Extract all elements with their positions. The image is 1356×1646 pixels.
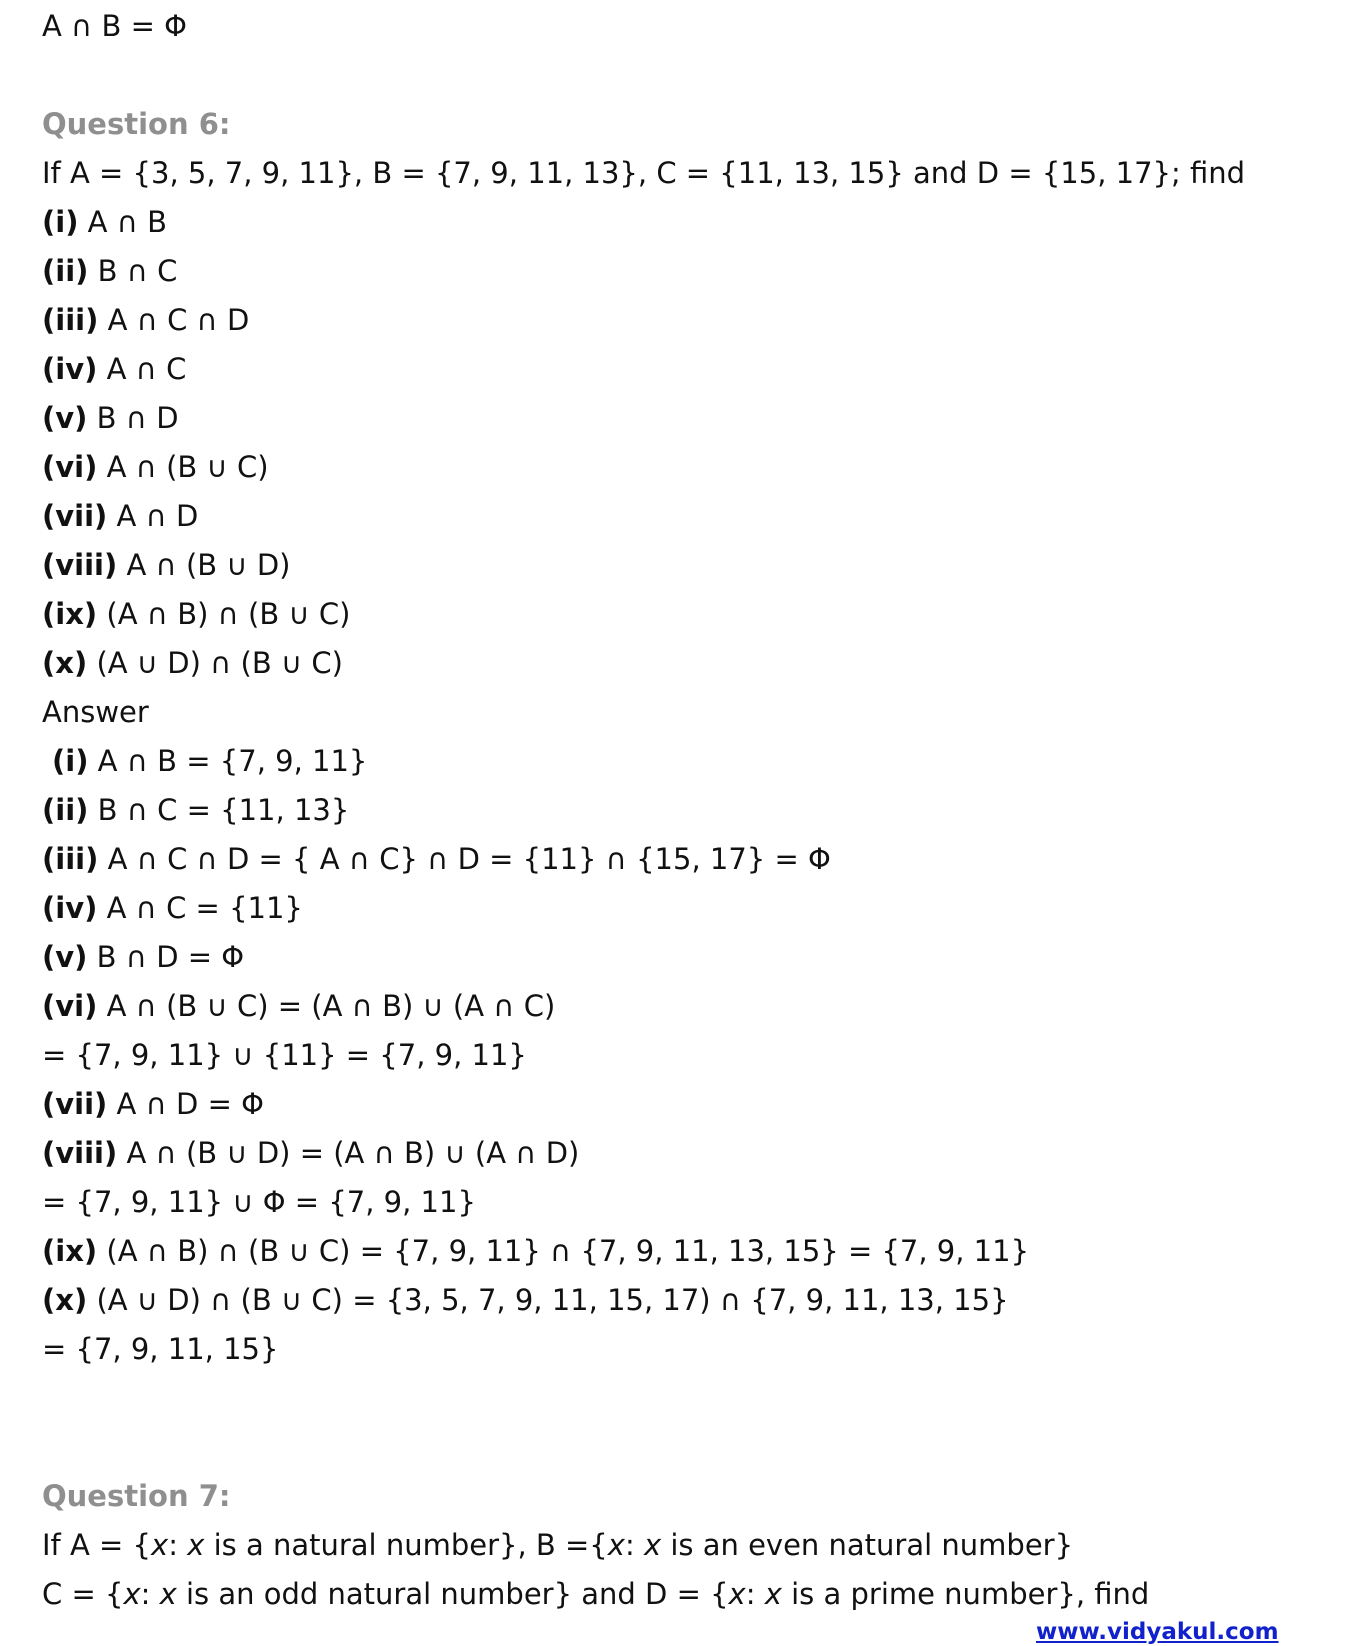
answer-label: (iv) [42,891,98,925]
answer-line [42,1135,579,1171]
text-segment: : [624,1528,644,1562]
answer-label: (ii) [42,793,89,827]
part-text: A ∩ C [106,352,187,386]
answer-text: A ∩ (B ∪ C) = (A ∩ B) ∪ (A ∩ C) [106,989,556,1023]
text-segment: is an odd natural number} and D = { [176,1577,729,1611]
variable-x: x [607,1528,625,1562]
part-label: (vi) [42,450,98,484]
text-segment: is a natural number}, B ={ [204,1528,608,1562]
q6-part [42,302,249,338]
part-text: (A ∪ D) ∩ (B ∪ C) [96,646,343,680]
part-text: A ∩ (B ∪ D) [126,548,291,582]
answer-label: (x) [42,1283,88,1317]
text-segment: C = { [42,1577,124,1611]
answer-line [42,890,303,926]
question-7-heading: Question 7: [42,1479,231,1513]
question-7-line-1 [42,1527,1073,1563]
text-segment: is a prime number}, find [781,1577,1150,1611]
text-segment: : [140,1577,160,1611]
part-text: B ∩ C [97,254,178,288]
answer-text: B ∩ C = {11, 13} [97,793,350,827]
part-label: (x) [42,646,88,680]
part-text: (A ∩ B) ∩ (B ∪ C) [106,597,351,631]
part-text: B ∩ D [96,401,179,435]
variable-x: x [123,1577,141,1611]
answer-text: A ∩ C = {11} [106,891,303,925]
answer-line [42,939,244,975]
part-label: (vii) [42,499,108,533]
answer-text: A ∩ C ∩ D = { A ∩ C} ∩ D = {11} ∩ {15, 17} = Φ [107,842,831,876]
answer-text: A ∩ B = {7, 9, 11} [97,744,368,778]
q6-part [42,645,343,681]
q6-part [42,253,177,289]
part-text: A ∩ C ∩ D [107,303,250,337]
question-7-line-2 [42,1576,1149,1612]
answer-label: (i) [52,744,89,778]
variable-x: x [728,1577,746,1611]
answer-text: A ∩ (B ∪ D) = (A ∩ B) ∪ (A ∩ D) [126,1136,580,1170]
part-label: (ii) [42,254,89,288]
answer-line [42,841,831,877]
prev-answer-tail: A ∩ B = Φ [42,9,187,43]
q6-part [42,596,351,632]
answer-line [42,988,555,1024]
question-6-heading: Question 6: [42,107,231,141]
answer-text: B ∩ D = Φ [96,940,245,974]
answer-label: (viii) [42,1136,118,1170]
answer-continuation: = {7, 9, 11} ∪ Φ = {7, 9, 11} [42,1185,476,1219]
watermark-link[interactable]: www.vidyakul.com [1036,1619,1279,1645]
answer-continuation: = {7, 9, 11, 15} [42,1332,279,1366]
part-label: (iii) [42,303,99,337]
q6-part [42,547,290,583]
part-label: (i) [42,205,79,239]
text-segment: If A = { [42,1528,152,1562]
answer-text: A ∩ D = Φ [116,1087,264,1121]
answer-text: (A ∩ B) ∩ (B ∪ C) = {7, 9, 11} ∩ {7, 9, 11, 13, 15} = {7, 9, 11} [106,1234,1030,1268]
q6-part [42,400,179,436]
q6-part [42,204,167,240]
question-6-statement: If A = {3, 5, 7, 9, 11}, B = {7, 9, 11, 13}, C = {11, 13, 15} and D = {15, 17}; find [42,156,1246,190]
answer-label: (vii) [42,1087,108,1121]
text-segment: : [168,1528,188,1562]
answer-label: (ix) [42,1234,98,1268]
answer-line [42,1282,1009,1318]
answer-heading: Answer [42,695,149,729]
variable-x: x [643,1528,662,1562]
q6-part [42,498,198,534]
answer-line [42,1233,1029,1269]
q6-part [42,449,269,485]
answer-continuation: = {7, 9, 11} ∪ {11} = {7, 9, 11} [42,1038,527,1072]
variable-x: x [764,1577,782,1611]
q6-part [42,351,186,387]
part-text: A ∩ (B ∪ C) [106,450,269,484]
text-segment: : [745,1577,765,1611]
answer-text: (A ∪ D) ∩ (B ∪ C) = {3, 5, 7, 9, 11, 15, 17) ∩ {7, 9, 11, 13, 15} [96,1283,1009,1317]
part-text: A ∩ B [87,205,168,239]
variable-x: x [187,1528,205,1562]
part-label: (viii) [42,548,118,582]
part-text: A ∩ D [116,499,199,533]
answer-label: (vi) [42,989,98,1023]
answer-label: (v) [42,940,88,974]
variable-x: x [151,1528,169,1562]
part-label: (v) [42,401,88,435]
answer-label: (iii) [42,842,99,876]
variable-x: x [159,1577,177,1611]
text-segment: is an even natural number} [661,1528,1074,1562]
answer-line [42,1086,264,1122]
part-label: (ix) [42,597,98,631]
answer-line [42,792,349,828]
answer-line [52,743,367,779]
part-label: (iv) [42,352,98,386]
